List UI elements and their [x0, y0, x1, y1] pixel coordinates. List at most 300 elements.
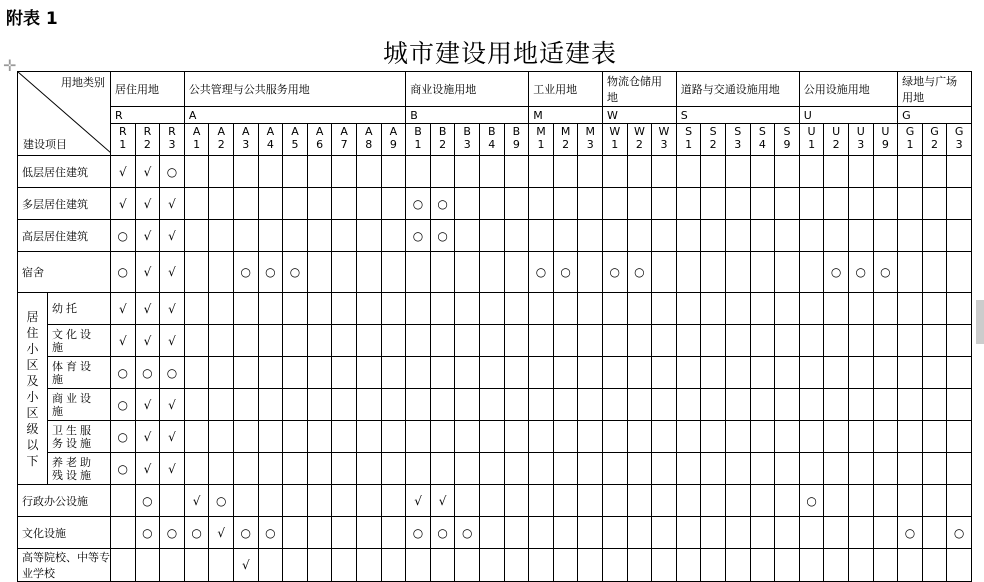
empty-cell — [873, 357, 898, 389]
empty-cell — [824, 389, 849, 421]
empty-cell — [480, 357, 505, 389]
check-mark-cell: √ — [184, 485, 209, 517]
empty-cell — [504, 485, 529, 517]
empty-cell — [381, 156, 406, 188]
empty-cell — [701, 252, 726, 293]
check-mark-cell: √ — [160, 220, 185, 252]
empty-cell — [307, 325, 332, 357]
empty-cell — [504, 293, 529, 325]
code-number: 3 — [242, 138, 250, 151]
empty-cell — [381, 357, 406, 389]
empty-cell — [332, 156, 357, 188]
empty-cell — [725, 252, 750, 293]
empty-cell — [578, 453, 603, 485]
empty-cell — [332, 188, 357, 220]
empty-cell — [356, 188, 381, 220]
circle-mark-cell: ○ — [111, 357, 136, 389]
code-number: 1 — [537, 138, 545, 151]
empty-cell — [898, 389, 923, 421]
empty-cell — [381, 389, 406, 421]
empty-cell — [898, 188, 923, 220]
circle-mark-cell: ○ — [135, 357, 160, 389]
code-number: 2 — [635, 138, 643, 151]
empty-cell — [799, 453, 824, 485]
empty-cell — [578, 156, 603, 188]
empty-cell — [529, 220, 554, 252]
table-move-handle-icon[interactable]: ✛ — [3, 56, 17, 75]
empty-cell — [873, 389, 898, 421]
circle-mark-cell: ○ — [406, 188, 431, 220]
scrollbar-tab[interactable] — [976, 300, 984, 344]
check-mark-cell: √ — [135, 220, 160, 252]
empty-cell — [676, 485, 701, 517]
code-number: 2 — [709, 138, 717, 151]
empty-cell — [947, 357, 972, 389]
empty-cell — [455, 220, 480, 252]
empty-cell — [898, 156, 923, 188]
empty-cell — [455, 453, 480, 485]
subgroup-char: 区 — [26, 405, 39, 420]
code-letter: S — [783, 125, 791, 138]
empty-cell — [553, 549, 578, 582]
empty-cell — [529, 156, 554, 188]
code-cell — [799, 124, 824, 156]
empty-cell — [356, 252, 381, 293]
empty-cell — [701, 156, 726, 188]
empty-cell — [430, 549, 455, 582]
check-mark-cell: √ — [160, 453, 185, 485]
empty-cell — [848, 357, 873, 389]
empty-cell — [356, 421, 381, 453]
empty-cell — [283, 453, 308, 485]
group-name: 居住用地 — [111, 72, 185, 107]
empty-cell — [750, 188, 775, 220]
empty-cell — [209, 357, 234, 389]
circle-mark-cell: ○ — [111, 421, 136, 453]
empty-cell — [283, 485, 308, 517]
code-cell — [307, 124, 332, 156]
empty-cell — [750, 517, 775, 549]
empty-cell — [504, 220, 529, 252]
code-number: 3 — [734, 138, 742, 151]
empty-cell — [184, 325, 209, 357]
empty-cell — [258, 389, 283, 421]
code-cell — [504, 124, 529, 156]
empty-cell — [332, 252, 357, 293]
circle-mark-cell: ○ — [406, 517, 431, 549]
empty-cell — [725, 549, 750, 582]
empty-cell — [356, 453, 381, 485]
empty-cell — [701, 453, 726, 485]
empty-cell — [455, 325, 480, 357]
empty-cell — [898, 220, 923, 252]
circle-mark-cell: ○ — [111, 252, 136, 293]
code-letter: U — [856, 125, 865, 138]
subgroup-char: 居 — [26, 309, 39, 324]
circle-mark-cell: ○ — [430, 517, 455, 549]
code-number: 7 — [340, 138, 348, 151]
circle-mark-cell: ○ — [160, 357, 185, 389]
empty-cell — [676, 389, 701, 421]
code-cell — [652, 124, 677, 156]
empty-cell — [283, 220, 308, 252]
empty-cell — [578, 293, 603, 325]
empty-cell — [627, 357, 652, 389]
circle-mark-cell: ○ — [135, 517, 160, 549]
empty-cell — [848, 325, 873, 357]
empty-cell — [725, 421, 750, 453]
code-letter: B — [414, 125, 422, 138]
empty-cell — [676, 293, 701, 325]
check-mark-cell: √ — [135, 421, 160, 453]
row-label: 低层居住建筑 — [18, 156, 111, 188]
empty-cell — [356, 156, 381, 188]
group-letter: M — [529, 107, 603, 124]
empty-cell — [627, 325, 652, 357]
circle-mark-cell: ○ — [160, 156, 185, 188]
circle-mark-cell: ○ — [848, 252, 873, 293]
empty-cell — [455, 485, 480, 517]
code-number: 9 — [512, 138, 520, 151]
code-letter: W — [658, 125, 670, 138]
project-label: 建设项目 — [23, 138, 67, 151]
code-letter: G — [954, 125, 964, 138]
code-letter: S — [685, 125, 693, 138]
empty-cell — [824, 549, 849, 582]
empty-cell — [553, 357, 578, 389]
code-number: 1 — [906, 138, 914, 151]
empty-cell — [676, 517, 701, 549]
group-letter: R — [111, 107, 185, 124]
empty-cell — [922, 156, 947, 188]
empty-cell — [406, 453, 431, 485]
group-name: 道路与交通设施用地 — [676, 72, 799, 107]
circle-mark-cell: ○ — [430, 188, 455, 220]
empty-cell — [578, 485, 603, 517]
empty-cell — [184, 156, 209, 188]
empty-cell — [603, 156, 628, 188]
empty-cell — [307, 485, 332, 517]
circle-mark-cell: ○ — [135, 485, 160, 517]
empty-cell — [652, 453, 677, 485]
empty-cell — [922, 220, 947, 252]
empty-cell — [775, 549, 800, 582]
empty-cell — [307, 517, 332, 549]
subgroup-char: 小 — [26, 389, 39, 404]
empty-cell — [356, 220, 381, 252]
table-row — [18, 421, 972, 453]
subgroup-char: 以 — [26, 437, 39, 452]
empty-cell — [406, 325, 431, 357]
empty-cell — [504, 325, 529, 357]
empty-cell — [775, 517, 800, 549]
empty-cell — [160, 485, 185, 517]
empty-cell — [455, 188, 480, 220]
empty-cell — [652, 421, 677, 453]
empty-cell — [406, 421, 431, 453]
empty-cell — [603, 357, 628, 389]
code-letter: W — [609, 125, 621, 138]
empty-cell — [725, 357, 750, 389]
empty-cell — [381, 549, 406, 582]
empty-cell — [652, 188, 677, 220]
empty-cell — [184, 549, 209, 582]
empty-cell — [283, 156, 308, 188]
group-letter: B — [406, 107, 529, 124]
empty-cell — [406, 252, 431, 293]
circle-mark-cell: ○ — [799, 485, 824, 517]
empty-cell — [775, 357, 800, 389]
empty-cell — [578, 188, 603, 220]
empty-cell — [307, 389, 332, 421]
empty-cell — [258, 156, 283, 188]
empty-cell — [799, 252, 824, 293]
empty-cell — [209, 453, 234, 485]
circle-mark-cell: ○ — [160, 517, 185, 549]
empty-cell — [848, 517, 873, 549]
code-cell — [258, 124, 283, 156]
circle-mark-cell: ○ — [553, 252, 578, 293]
empty-cell — [430, 156, 455, 188]
check-mark-cell: √ — [111, 156, 136, 188]
empty-cell — [480, 188, 505, 220]
code-cell — [356, 124, 381, 156]
code-cell — [922, 124, 947, 156]
table-row — [18, 220, 972, 252]
empty-cell — [209, 220, 234, 252]
empty-cell — [283, 421, 308, 453]
code-number: 5 — [291, 138, 299, 151]
empty-cell — [848, 188, 873, 220]
empty-cell — [873, 220, 898, 252]
empty-cell — [553, 156, 578, 188]
check-mark-cell: √ — [160, 421, 185, 453]
empty-cell — [922, 325, 947, 357]
empty-cell — [283, 357, 308, 389]
check-mark-cell: √ — [160, 293, 185, 325]
circle-mark-cell: ○ — [873, 252, 898, 293]
group-letter: S — [676, 107, 799, 124]
empty-cell — [504, 549, 529, 582]
circle-mark-cell: ○ — [455, 517, 480, 549]
empty-cell — [553, 485, 578, 517]
empty-cell — [406, 549, 431, 582]
empty-cell — [455, 293, 480, 325]
empty-cell — [234, 357, 259, 389]
code-letter: B — [463, 125, 471, 138]
empty-cell — [701, 325, 726, 357]
empty-cell — [307, 156, 332, 188]
empty-cell — [824, 421, 849, 453]
circle-mark-cell: ○ — [209, 485, 234, 517]
empty-cell — [307, 549, 332, 582]
empty-cell — [775, 453, 800, 485]
check-mark-cell: √ — [135, 453, 160, 485]
empty-cell — [873, 485, 898, 517]
group-name: 公用设施用地 — [799, 72, 897, 107]
circle-mark-cell: ○ — [111, 453, 136, 485]
empty-cell — [725, 389, 750, 421]
appendix-label: 附表 1 — [6, 9, 58, 29]
empty-cell — [603, 293, 628, 325]
empty-cell — [111, 485, 136, 517]
empty-cell — [504, 156, 529, 188]
empty-cell — [922, 453, 947, 485]
empty-cell — [480, 389, 505, 421]
empty-cell — [627, 293, 652, 325]
code-number: 3 — [168, 138, 176, 151]
empty-cell — [725, 325, 750, 357]
empty-cell — [947, 252, 972, 293]
code-number: 3 — [955, 138, 963, 151]
empty-cell — [430, 252, 455, 293]
empty-cell — [332, 517, 357, 549]
empty-cell — [701, 389, 726, 421]
empty-cell — [922, 485, 947, 517]
empty-cell — [799, 549, 824, 582]
check-mark-cell: √ — [234, 549, 259, 582]
empty-cell — [283, 325, 308, 357]
empty-cell — [332, 357, 357, 389]
circle-mark-cell: ○ — [184, 517, 209, 549]
empty-cell — [283, 188, 308, 220]
empty-cell — [947, 485, 972, 517]
empty-cell — [652, 549, 677, 582]
empty-cell — [676, 357, 701, 389]
empty-cell — [406, 156, 431, 188]
empty-cell — [701, 357, 726, 389]
empty-cell — [824, 293, 849, 325]
check-mark-cell: √ — [160, 252, 185, 293]
code-cell — [406, 124, 431, 156]
empty-cell — [553, 293, 578, 325]
code-number: 1 — [611, 138, 619, 151]
circle-mark-cell: ○ — [234, 517, 259, 549]
code-number: 9 — [389, 138, 397, 151]
row-label: 行政办公设施 — [18, 485, 111, 517]
group-name: 物流仓储用地 — [603, 72, 677, 107]
code-letter: B — [438, 125, 447, 138]
code-cell — [209, 124, 234, 156]
empty-cell — [701, 188, 726, 220]
code-letter: M — [585, 125, 595, 138]
empty-cell — [504, 517, 529, 549]
empty-cell — [307, 293, 332, 325]
empty-cell — [725, 156, 750, 188]
empty-cell — [603, 389, 628, 421]
empty-cell — [209, 389, 234, 421]
code-letter: R — [168, 125, 176, 138]
code-letter: S — [709, 125, 717, 138]
empty-cell — [701, 517, 726, 549]
empty-cell — [652, 517, 677, 549]
empty-cell — [381, 220, 406, 252]
code-cell — [775, 124, 800, 156]
empty-cell — [332, 220, 357, 252]
empty-cell — [922, 357, 947, 389]
empty-cell — [775, 156, 800, 188]
empty-cell — [184, 188, 209, 220]
empty-cell — [627, 389, 652, 421]
empty-cell — [553, 188, 578, 220]
code-number: 3 — [586, 138, 594, 151]
empty-cell — [209, 188, 234, 220]
empty-cell — [430, 325, 455, 357]
code-cell — [603, 124, 628, 156]
empty-cell — [209, 156, 234, 188]
empty-cell — [529, 325, 554, 357]
empty-cell — [873, 549, 898, 582]
empty-cell — [873, 517, 898, 549]
code-cell — [725, 124, 750, 156]
empty-cell — [848, 389, 873, 421]
group-letter: G — [898, 107, 972, 124]
empty-cell — [848, 421, 873, 453]
code-number: 2 — [143, 138, 151, 151]
code-letter: A — [266, 125, 275, 138]
empty-cell — [553, 325, 578, 357]
empty-cell — [775, 421, 800, 453]
empty-cell — [775, 389, 800, 421]
code-letter: A — [192, 125, 201, 138]
code-cell — [578, 124, 603, 156]
circle-mark-cell: ○ — [258, 252, 283, 293]
check-mark-cell: √ — [430, 485, 455, 517]
empty-cell — [775, 293, 800, 325]
subgroup-char: 区 — [26, 357, 39, 372]
empty-cell — [898, 357, 923, 389]
empty-cell — [848, 453, 873, 485]
code-letter: U — [881, 125, 890, 138]
residential-subgroup-label — [18, 293, 48, 485]
empty-cell — [603, 549, 628, 582]
code-number: 1 — [414, 138, 422, 151]
group-letter: W — [603, 107, 677, 124]
code-letter: A — [315, 125, 324, 138]
empty-cell — [381, 453, 406, 485]
table-row — [18, 549, 972, 582]
subgroup-char: 住 — [26, 325, 39, 340]
empty-cell — [750, 293, 775, 325]
empty-cell — [824, 453, 849, 485]
empty-cell — [209, 293, 234, 325]
table-row — [18, 293, 972, 325]
empty-cell — [799, 220, 824, 252]
empty-cell — [209, 549, 234, 582]
code-letter: A — [389, 125, 398, 138]
empty-cell — [701, 220, 726, 252]
code-number: 4 — [488, 138, 496, 151]
circle-mark-cell: ○ — [824, 252, 849, 293]
empty-cell — [578, 325, 603, 357]
check-mark-cell: √ — [135, 156, 160, 188]
code-number: 3 — [857, 138, 865, 151]
code-cell — [676, 124, 701, 156]
code-letter: A — [242, 125, 250, 138]
empty-cell — [676, 549, 701, 582]
empty-cell — [873, 293, 898, 325]
empty-cell — [307, 421, 332, 453]
empty-cell — [848, 549, 873, 582]
empty-cell — [725, 453, 750, 485]
empty-cell — [356, 389, 381, 421]
row-label: 卫生服务设施 — [48, 421, 111, 453]
empty-cell — [922, 421, 947, 453]
subgroup-char: 下 — [26, 453, 39, 468]
empty-cell — [430, 453, 455, 485]
empty-cell — [455, 549, 480, 582]
empty-cell — [627, 549, 652, 582]
